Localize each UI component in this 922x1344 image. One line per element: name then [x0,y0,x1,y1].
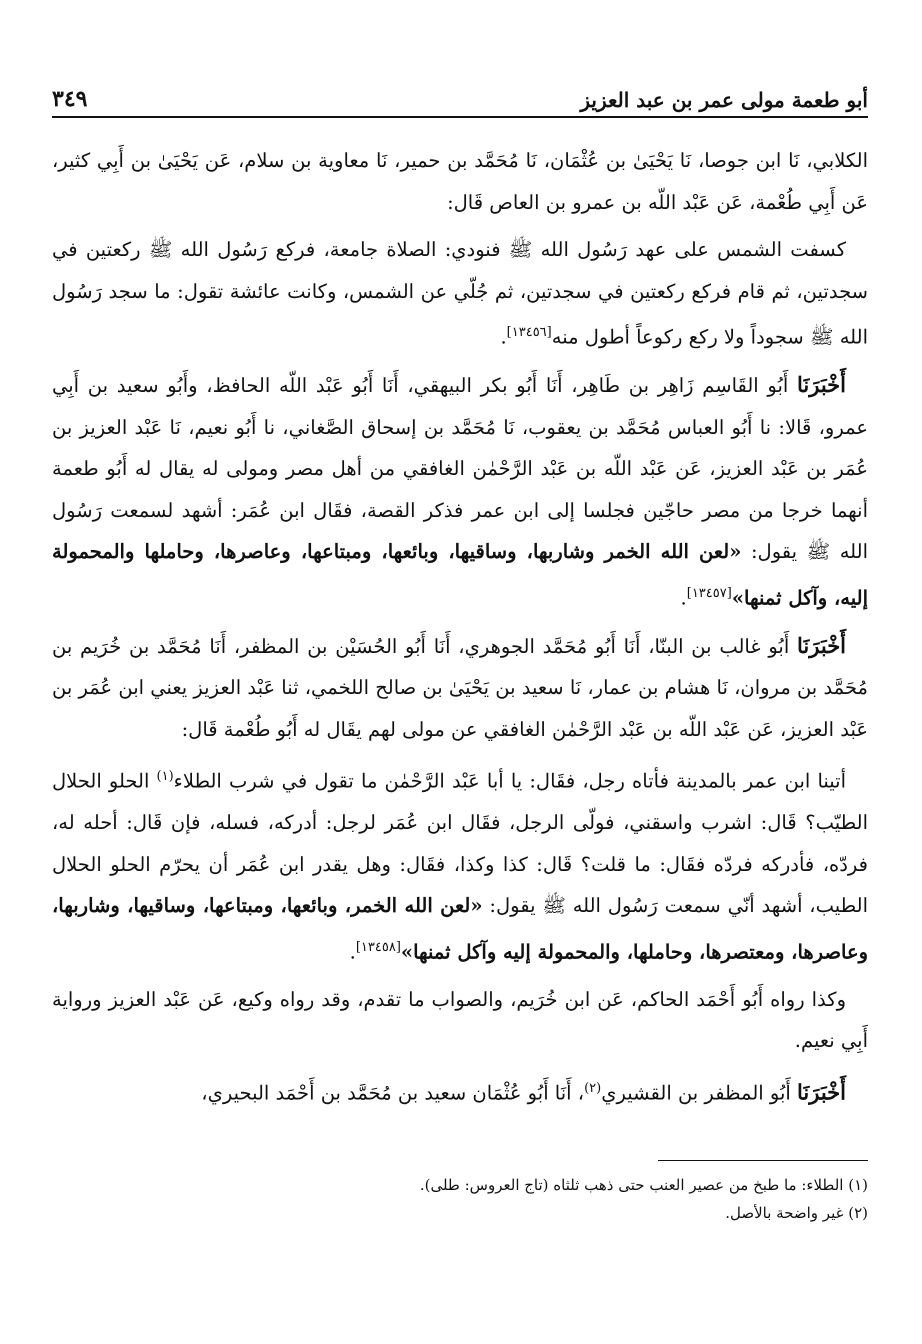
paragraph-text: وكذا رواه أَبُو أَحْمَد الحاكم، عَن ابن خُرَيم، والصواب ما تقدم، وقد رواه وكيع، عَن عَبْد العزيز ورواية أَبِي نعيم. [52,987,868,1052]
footnote-marker: (٢) [584,1080,602,1096]
paragraph-text: أَبُو غالب بن البنّا، أَنَا أَبُو مُحَمَّد الجوهري، أَنَا أَبُو الحُسَيْن بن المظفر، أَنَا مُحَمَّد بن خُرَيم بن مُحَمَّد بن مروان، نَا هشام بن عمار، نَا سعيد بن يَحْيَىٰ بن صالح اللخمي، ثنا عَبْد العزيز يعني ابن عُمَر بن عَبْد العزيز، عَن عَبْد اللّه بن عَبْد الرَّحْمٰن الغافقي عن مولى لهم يقَال له أَبُو طُعْمة قَال: [52,634,868,741]
paragraph [52,756,868,973]
footnote: (٢) غير واضحة بالأصل. [725,1203,868,1222]
paragraph-end: . [500,325,507,349]
footnote: (١) الطلاء: ما طبخ من عصير العنب حتى ذهب ثلثاه (تاج العروس: طلى). [419,1175,868,1194]
paragraph [52,364,868,619]
hadith-quote: «لعن الله الخمر، وبائعها، ومبتاعها، وساقيها، وشاربها، وعاصرها، ومعتصرها، وحاملها، والمحمولة إليه وآكل ثمنها» [52,894,868,963]
paragraph-text: الحلو الحلال الطيّب؟ قَال: اشرب واسقني، فولّى الرجل، فقَال ابن عُمَر لرجل: أدركه، فسله، فإن قَال: أحله له، فردّه، فأدركه فردّه فقَال: ما قلت؟ قَال: كذا وكذا، فقَال: وهل يقدر ابن عُمَر أن يحرّم الحلو الحلال الطيب، أشهد أنّي سمعت رَسُول الله ﷺ يقول: [52,769,868,917]
paragraph-end: . [680,586,687,609]
paragraph [52,229,868,358]
paragraph-end: . [349,940,356,963]
paragraph [52,625,868,751]
paragraph [52,140,868,223]
main-text [52,140,868,1114]
footnotes [52,1171,868,1227]
paragraph-text: كسفت الشمس على عهد رَسُول الله ﷺ فنودي: الصلاة جامعة، فركع رَسُول الله ﷺ ركعتين في سجدتين، ثم قام فركع ركعتين في سجدتين، ثم جُلّي عن الشمس، وكانت عائشة تقول: ما سجد رَسُول الله ﷺ سجوداً ولا ركع ركوعاً أطول منه [52,238,868,349]
paragraph-text: أَبُو المظفر بن القشيري [601,1081,791,1104]
hadith-number: [١٣٤٥٧] [686,585,732,601]
paragraph [52,979,868,1062]
paragraph-text: أَبُو القَاسِم زَاهِر بن طَاهِر، أَنَا أَبُو بكر البيهقي، أَنَا أَبُو عَبْد اللّه الحافظ، وأَبُو سعيد بن أَبِي عمرو، قَالا: نا أَبُو العباس مُحَمَّد بن يعقوب، نَا مُحَمَّد بن إسحاق الصَّغاني، نا أَبُو نعيم، نَا عَبْد العزيز بن عُمَر بن عَبْد العزيز، عَن عَبْد اللّه بن عَبْد الرَّحْمٰن الغافقي من أهل مصر ومولى له يقال له أَبُو طعمة أنهما خرجا من مصر حاجّين فجلسا إلى ابن عمر فذكر القصة، فقَال ابن عُمَر: أشهد لسمعت رَسُول الله ﷺ يقول: [52,374,868,563]
chain-opener: أَخْبَرَنَا [797,632,847,658]
running-header [52,70,868,118]
book-page [52,70,868,1227]
paragraph-text: الكلابي، نَا ابن جوصا، نَا يَحْيَىٰ بن عُثْمَان، نَا مُحَمَّد بن حمير، نَا معاوية بن سلام، عَن يَحْيَىٰ بن أَبِي كثير، عَن أَبِي طُعْمة، عَن عَبْد اللّه بن عمرو بن العاص قَال: [52,149,868,214]
chain-opener: أَخْبَرَنَا [797,372,846,397]
paragraph [52,1068,868,1114]
hadith-number: [١٣٤٥٦] [506,325,552,340]
running-title: أبو طعمة مولى عمر بن عبد العزيز [580,88,868,112]
footnote-divider [658,1160,868,1161]
paragraph-text: ، أَنَا أَبُو عُثْمَان سعيد بن مُحَمَّد بن أَحْمَد البحيري، [201,1081,585,1104]
paragraph-text: أتينا ابن عمر بالمدينة فأتاه رجل، فقَال: يا أبا عَبْد الرَّحْمٰن ما تقول في شرب الطلاء [173,769,846,793]
footnote-marker: (١) [156,769,174,784]
hadith-number: [١٣٤٥٨] [355,939,401,955]
chain-opener: أَخْبَرَنَا [797,1079,846,1104]
hadith-quote: «لعن الله الخمر وشاربها، وساقيها، وبائعها، ومبتاعها، وعاصرها، وحاملها والمحمولة إليه، وآكل ثمنها» [52,540,868,609]
page-number: ٣٤٩ [52,86,88,112]
